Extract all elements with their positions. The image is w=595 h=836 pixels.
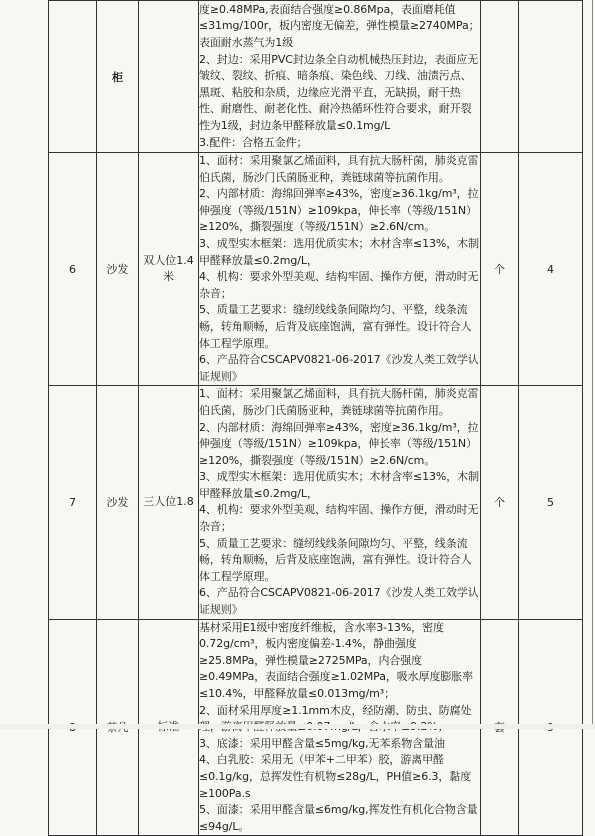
description-line: 5、质量工艺要求：缝纫线线条间隙均匀、平整，线条流畅，转角顺畅，后背及底座饱满，富有弹性。设计符合人体工程学原理。 xyxy=(199,536,472,583)
description-line: 2、封边：采用PVC封边条全自动机械热压封边，表面应无皱纹、裂纹、折痕、暗条痕、染色线、刀线、油渍污点、黑斑、粘胶和杂质，边缘应光滑平直，无缺损，耐干热性、耐磨性、耐老化性、耐冷热循环性符合要求，耐开裂性为1级，封边条甲醛释放量≤0.1mg/L xyxy=(199,52,479,132)
description-line: 6、产品符合CSCAPV0821-06-2017《沙发人类工效学认证规则》 xyxy=(199,353,479,383)
description-line: 基材采用E1级中密度纤维板，含水率3-13%，密度0.72g/cm³，板内密度偏差-1.4%，静曲强度≥25.8MPa，弹性模量≥2725MPa，内合强度≥0.49MPa，表面结合强度≥1.02MPa，吸水厚度膨胀率≤10.4%，甲醛释放量≤0.013mg/m³； xyxy=(199,620,474,700)
description-line: 3.配件：合格五金件； xyxy=(199,135,308,149)
description-line: 6、产品符合CSCAPV0821-06-2017《沙发人类工效学认证规则》 xyxy=(199,586,479,617)
page-edge-line xyxy=(592,0,593,729)
item-quantity: 4 xyxy=(519,153,583,386)
description-line: 3、成型实木框架：选用优质实木；木材含率≤13%，木制甲醛释放量≤0.2mg/L， xyxy=(199,470,479,500)
description-line: 2、内部材质：海绵回弹率≥43%，密度≥36.1kg/m³，拉伸强度（等级/151N）≥109kpa，伸长率（等级/151N）≥120%，撕裂强度（等级/151N）≥2.6N/cm。 xyxy=(199,420,479,467)
table-row xyxy=(49,153,583,386)
table-row xyxy=(49,1,583,153)
specification-table xyxy=(48,0,583,836)
item-quantity xyxy=(519,1,583,153)
description-line: 2、面材采用厚度≥1.1mm木皮，经防潮、防虫、防腐处 3、底漆：采用甲醛含量≤5mg/kg,无苯系物含量油 xyxy=(199,703,472,750)
description-line: 度≥0.48MPa,表面结合强度≥0.86Mpa，表面磨耗值≤31mg/100r，板内密度无偏差，弹性模量≥2740MPa；表面耐水蒸气为1级 xyxy=(199,2,480,50)
item-description xyxy=(199,1,481,153)
description-line: 5、面漆：采用甲醛含量≤6mg/kg,挥发性有机化合物含量≤94g/L。 xyxy=(199,803,478,833)
description-line: 3、成型实木框架：选用优质实木；木材含率≤13%，木制甲醛释放量≤0.2mg/L， xyxy=(199,236,479,267)
description-line: 5、质量工艺要求：缝纫线线条间隙均匀、平整，线条流畅，转角顺畅，后背及底座饱满，富有弹性。设计符合人体工程学原理。 xyxy=(199,303,472,350)
item-number: 7 xyxy=(49,386,97,619)
item-unit: 个 xyxy=(481,386,519,619)
description-line: 4、机构：要求外型美观、结构牢固、操作方便，滑动时无杂音； xyxy=(199,270,479,300)
description-line: 1、面材：采用聚氯乙烯面料，具有抗大肠杆菌，肺炎克雷伯氏菌，肠沙门氏菌肠亚种，粪链球菌等抗菌作用。 xyxy=(199,154,479,184)
description-line: 4、机构：要求外型美观、结构牢固、操作方便，滑动时无杂音； xyxy=(199,503,479,534)
item-quantity: 5 xyxy=(519,386,583,619)
item-name: 沙发 xyxy=(97,386,139,619)
description-line: 2、内部材质：海绵回弹率≥43%，密度≥36.1kg/m³，拉伸强度（等级/151N）≥109kpa，伸长率（等级/151N）≥120%，撕裂强度（等级/151N）≥2.6N/cm。 xyxy=(199,187,479,234)
item-unit: 个 xyxy=(481,153,519,386)
page-bottom-margin xyxy=(0,724,595,729)
item-name: 沙发 xyxy=(97,153,139,386)
table-row xyxy=(49,386,583,619)
item-name: 柜 xyxy=(97,1,139,153)
item-description xyxy=(199,386,481,619)
description-line: 4、白乳胶：采用无（甲苯+二甲苯）胶，游离甲醛≤0.1g/kg，总挥发性有机物≤28g/L，PH值≥6.3，黏度≥100Pa.s xyxy=(199,753,472,800)
item-spec: 三人位1.8 xyxy=(139,386,199,619)
item-number: 6 xyxy=(49,153,97,386)
item-spec xyxy=(139,1,199,153)
description-line: 1、面材：采用聚氯乙烯面料，具有抗大肠杆菌，肺炎克雷伯氏菌，肠沙门氏菌肠亚种，粪链球菌等抗菌作用。 xyxy=(199,387,479,417)
item-description xyxy=(199,153,481,386)
item-number xyxy=(49,1,97,153)
item-unit xyxy=(481,1,519,153)
item-spec: 双人位1.4米 xyxy=(139,153,199,386)
